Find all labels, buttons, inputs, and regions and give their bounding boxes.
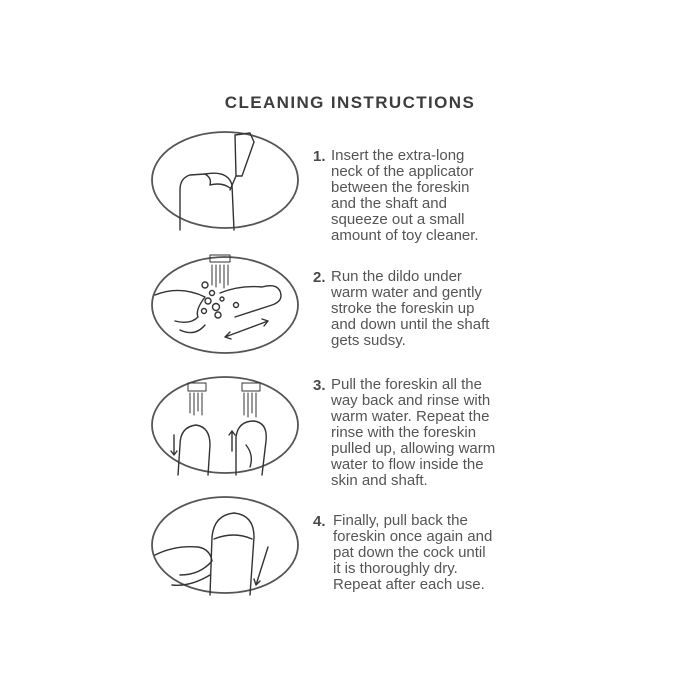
step-text: Finally, pull back the foreskin once again and pat down the cock until it is thoroughly dry. Repeat after each use. bbox=[333, 512, 493, 593]
drying-illustration bbox=[150, 495, 300, 595]
rinsing-illustration bbox=[150, 375, 300, 475]
step-number: 1. bbox=[313, 148, 326, 165]
step-text: Pull the foreskin all the way back and rinse with warm water. Repeat the rinse with the foreskin pulled up, allowing warm water to flow inside the skin and shaft. bbox=[331, 376, 496, 489]
applicator-illustration bbox=[150, 130, 300, 230]
step-text: Insert the extra-long neck of the applicator between the foreskin and the shaft and squeeze out a small amount of toy cleaner. bbox=[331, 147, 479, 244]
step-number: 2. bbox=[313, 269, 326, 286]
washing-illustration bbox=[150, 255, 300, 355]
step-number: 3. bbox=[313, 377, 326, 394]
step-text: Run the dildo under warm water and gently stroke the foreskin up and down until the shaft gets sudsy. bbox=[331, 268, 490, 349]
step-4 bbox=[0, 495, 700, 615]
step-number: 4. bbox=[313, 513, 326, 530]
step-1 bbox=[0, 130, 700, 250]
step-2 bbox=[0, 255, 700, 375]
step-3 bbox=[0, 375, 700, 495]
page-title: CLEANING INSTRUCTIONS bbox=[224, 93, 476, 112]
